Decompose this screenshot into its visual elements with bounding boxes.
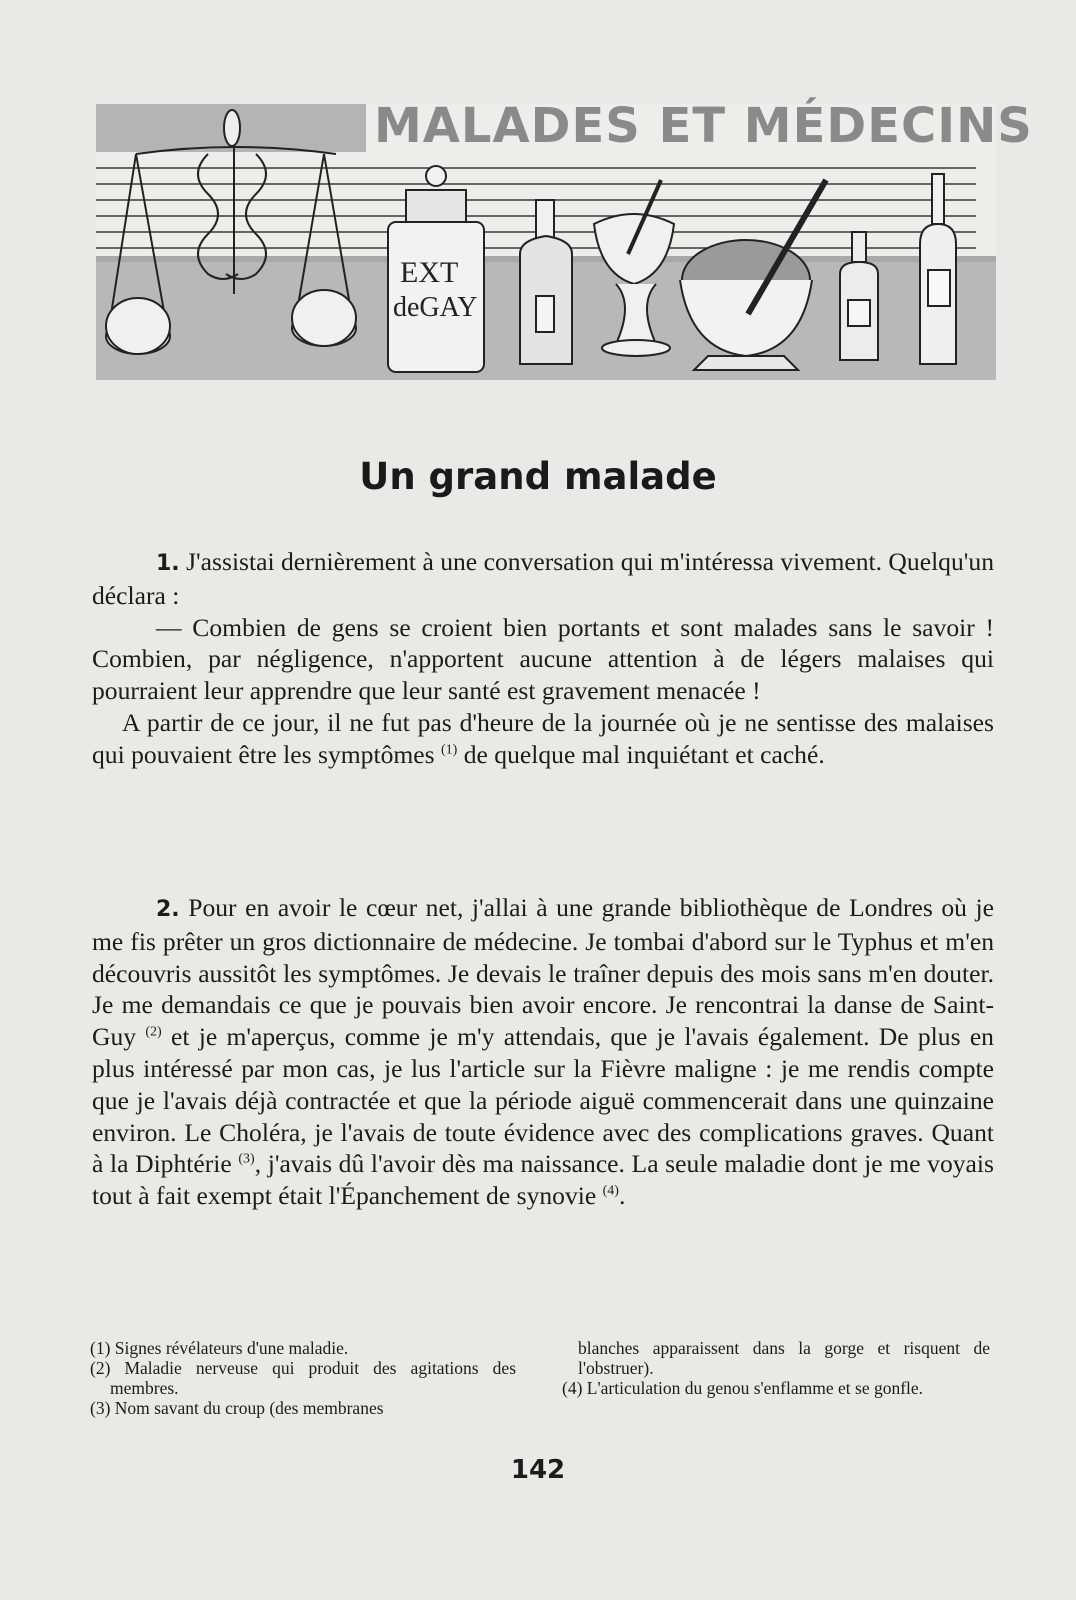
footnote-text: Signes révélateurs d'une maladie.: [110, 1338, 349, 1358]
footnote-ref: (1): [441, 742, 458, 758]
paragraph-text: de quelque mal inquiétant et caché.: [457, 739, 825, 769]
footnotes-right: [562, 1338, 990, 1398]
section-1: [92, 546, 994, 771]
paragraph-text: J'assistai dernièrement à une conversation qui m'intéressa vivement. Quelqu'un déclara :: [92, 547, 994, 610]
paragraph-text: Pour en avoir le cœur net, j'allai à une grande bibliothèque de Londres où je me fis prêter un gros dictionnaire de médecine. Je tombai d'abord sur le Typhus et m'en découvris aussitôt les symptômes. Je devais le traîner depuis des mois sans m'en douter. Je me demandais ce que je pouvais bien avoir encore. Je rencontrai la danse de Saint-Guy: [92, 893, 994, 1052]
footnote: [90, 1398, 516, 1418]
page-number: 142: [510, 1455, 566, 1485]
lesson-title: Un grand malade: [359, 455, 717, 498]
footnote-mark: (2): [90, 1358, 111, 1378]
footnote-text: Maladie nerveuse qui produit des agitations des membres.: [110, 1358, 516, 1398]
section-number: 2.: [156, 897, 180, 922]
small-bottle-icon: [840, 232, 878, 360]
jar-label-top: EXT: [400, 256, 459, 289]
paragraph-text: A partir de ce jour, il ne fut pas d'heure de la journée où je ne sentisse des malaises qui pouvaient être les symptômes: [92, 707, 994, 769]
footnote-text: L'articulation du genou s'enflamme et se gonfle.: [582, 1378, 924, 1398]
footnote: [90, 1338, 516, 1358]
footnote-ref: (2): [145, 1024, 162, 1040]
jar-label-bottom: deGAY: [393, 292, 478, 323]
paragraph: [92, 546, 994, 612]
tall-bottle-icon: [920, 174, 956, 364]
section-2: [92, 892, 994, 1212]
footnote-mark: (1): [90, 1338, 111, 1358]
footnotes-left: [90, 1338, 516, 1418]
chapter-title: MALADES ET MÉDECINS: [374, 98, 1033, 154]
footnote: [562, 1378, 990, 1398]
paragraph: — Combien de gens se croient bien portants et sont malades sans le savoir ! Combien, par négligence, n'apportent aucune attention à de légers malaises qui pourraient leur apprendre que leur santé est gravement menacée !: [92, 612, 994, 706]
paragraph-text: , j'avais dû l'avoir dès ma naissance. La seule maladie dont je me voyais tout à fait exempt était l'Épanchement de synovie: [92, 1149, 994, 1211]
footnote-continued: blanches apparaissent dans la gorge et risquent de l'obstruer).: [578, 1338, 990, 1378]
footnote-ref: (4): [602, 1183, 619, 1199]
footnote-mark: (3): [90, 1398, 111, 1418]
bottle-icon: [520, 200, 572, 364]
paragraph: [92, 892, 994, 1212]
footnote-ref: (3): [238, 1151, 255, 1167]
footnote-mark: (4): [562, 1378, 583, 1398]
paragraph: [92, 707, 994, 771]
footnote: [90, 1358, 516, 1398]
section-number: 1.: [156, 551, 180, 576]
paragraph-text: .: [618, 1181, 626, 1211]
paragraph-text: et je m'aperçus, comme je m'y attendais, que je l'avais également. De plus en plus intéressé par mon cas, je lus l'article sur la Fièvre maligne : je me rendis compte que je l'avais déjà contractée et que la période aiguë commencerait dans une quinzaine environ. Le Choléra, je l'avais de toute évidence avec des complications graves. Quant à la Diphtérie: [92, 1022, 994, 1179]
footnote-text: Nom savant du croup (des membranes: [110, 1398, 384, 1418]
